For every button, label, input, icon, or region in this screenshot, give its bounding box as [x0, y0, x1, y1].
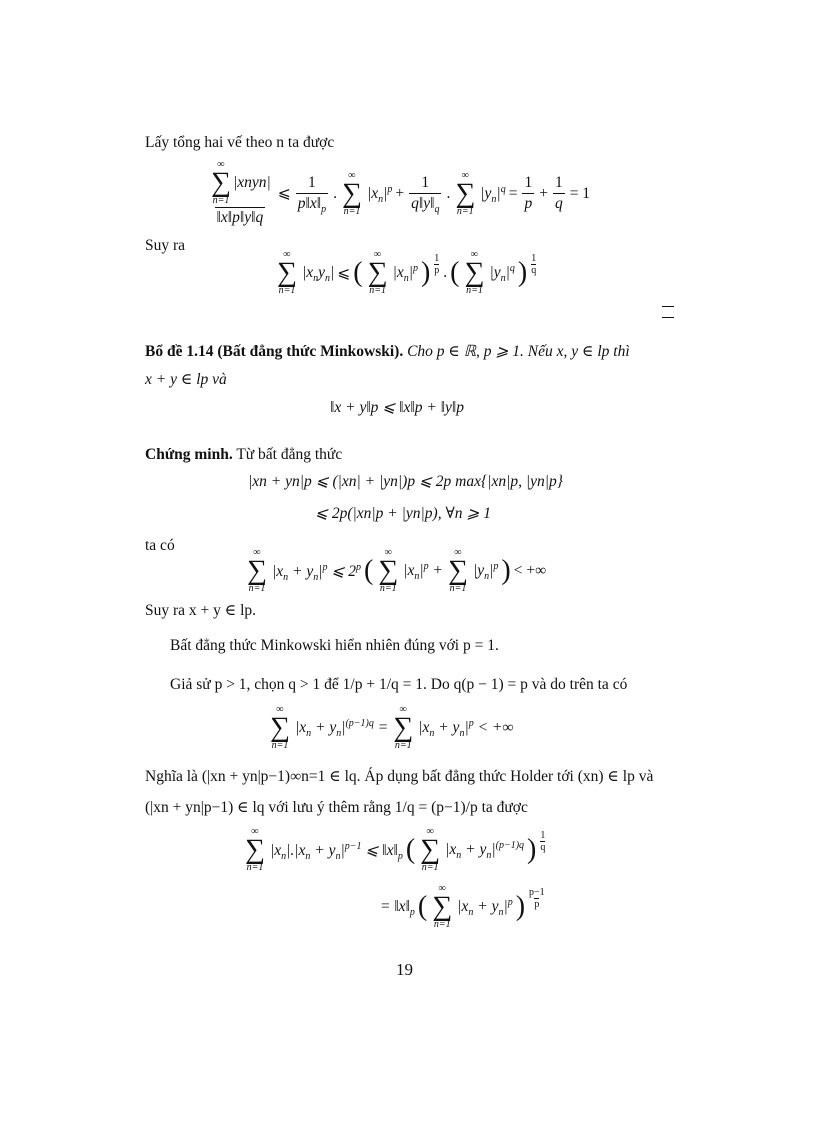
- lemma-line: [145, 370, 227, 390]
- lemma-text: x + y ∈ lp và: [145, 371, 227, 388]
- page-number: 19: [396, 960, 413, 979]
- equation-ineq-a: [248, 472, 563, 491]
- text-line-content: Suy ra x + y ∈ lp.: [145, 602, 257, 619]
- text-line-content: Bất đẳng thức Minkowski hiển nhiên đúng với p = 1.: [170, 637, 499, 654]
- text-line: [145, 767, 653, 787]
- equation-holder-apply: ∞ ∑ n=1 $|x_n|.|x_n + y_n|^{p-1}$ ⩽ $‖x‖_p$ ( ∞ ∑ n=1 $|x_n + y_n|^{(p-1)q}$ ) 1 q: [245, 826, 546, 873]
- proof-line: [145, 445, 342, 465]
- proof-title: Chứng minh.: [145, 446, 233, 463]
- text-line-content: Nghĩa là (|xn + yn|p−1)∞n=1 ∈ lq. Áp dụng bất đẳng thức Holder tới (xn) ∈ lp và: [145, 768, 654, 785]
- text-line: [170, 636, 499, 656]
- equation-text: ‖x + y‖p ⩽ ‖x‖p + ‖y‖p: [330, 399, 465, 416]
- text-line: [145, 536, 175, 556]
- text-line-content: Suy ra: [145, 237, 186, 254]
- text-line: [145, 601, 256, 621]
- lemma-line: [145, 342, 630, 362]
- equation-ineq-b: [315, 504, 491, 523]
- text-line: [145, 798, 528, 818]
- text-line-content: ta có: [145, 537, 175, 554]
- equation-sum-bound: ∞ ∑ n=1 $|x_n + y_n|^p$ ⩽ 2$^p$ ( ∞ ∑ n=1 $|x_n|^p$ + ∞ ∑ n=1 $|y_n|^p$ ) < +∞: [247, 547, 547, 594]
- text-line: [170, 675, 627, 695]
- proof-text: Từ bất đẳng thức: [236, 446, 343, 463]
- text-line-content: (|xn + yn|p−1) ∈ lq với lưu ý thêm rằng 1/q = (p−1)/p ta được: [145, 799, 528, 816]
- fraction-left: ∞ ∑ n=1 |xnyn| ‖x‖p‖y‖q: [211, 159, 271, 226]
- text-line: [145, 236, 185, 256]
- text-line-content: Giả sử p > 1, chọn q > 1 để 1/p + 1/q = 1. Do q(p − 1) = p và do trên ta có: [170, 676, 628, 693]
- equation-minkowski: [330, 398, 464, 417]
- equation-text: ⩽ 2p(|xn|p + |yn|p), ∀n ⩾ 1: [315, 505, 492, 522]
- equation-holder-sum: ∞ ∑ n=1 |xnyn| ‖x‖p‖y‖q ⩽ $\frac{1}{p‖x‖_p}$ . ∞ ∑ n=1 $|x_n|^p$ + $\frac{1}{q‖y‖_q}$ . ∞ ∑ n=1 $|y_n|^q$ = $\frac{1}{p}$ + $\frac{1}{q}$ = 1: [205, 160, 590, 227]
- text-line-content: Lấy tổng hai vế theo n ta được: [145, 134, 335, 151]
- equation-holder-result: ∞ ∑ n=1 $|x_ny_n|$ ⩽ ( ∞ ∑ n=1 $|x_n|^p$ ) 1 p . ( ∞ ∑ n=1 $|y_n|^q$ ) 1 q: [277, 249, 537, 296]
- equation-holder-result2: = $‖x‖_p$ ( ∞ ∑ n=1 $|x_n + y_n|^p$ ) p−1 p: [380, 883, 545, 930]
- lemma-text: Cho p ∈ ℝ, p ⩾ 1. Nếu x, y ∈ lp thì: [407, 343, 630, 360]
- numerator-text: |xnyn|: [232, 174, 271, 191]
- equation-power-sum: ∞ ∑ n=1 $|x_n + y_n|^{(p-1)q}$ = ∞ ∑ n=1 $|x_n + y_n|^p$ < +∞: [270, 704, 514, 751]
- text-line: [145, 133, 334, 153]
- qed-symbol: [662, 306, 674, 318]
- denominator-text: ‖x‖p‖y‖q: [216, 209, 264, 226]
- lemma-title: Bổ đề 1.14 (Bất đẳng thức Minkowski).: [145, 343, 404, 360]
- equation-text: |xn + yn|p ⩽ (|xn| + |yn|)p ⩽ 2p max{|xn|p, |yn|p}: [248, 473, 563, 490]
